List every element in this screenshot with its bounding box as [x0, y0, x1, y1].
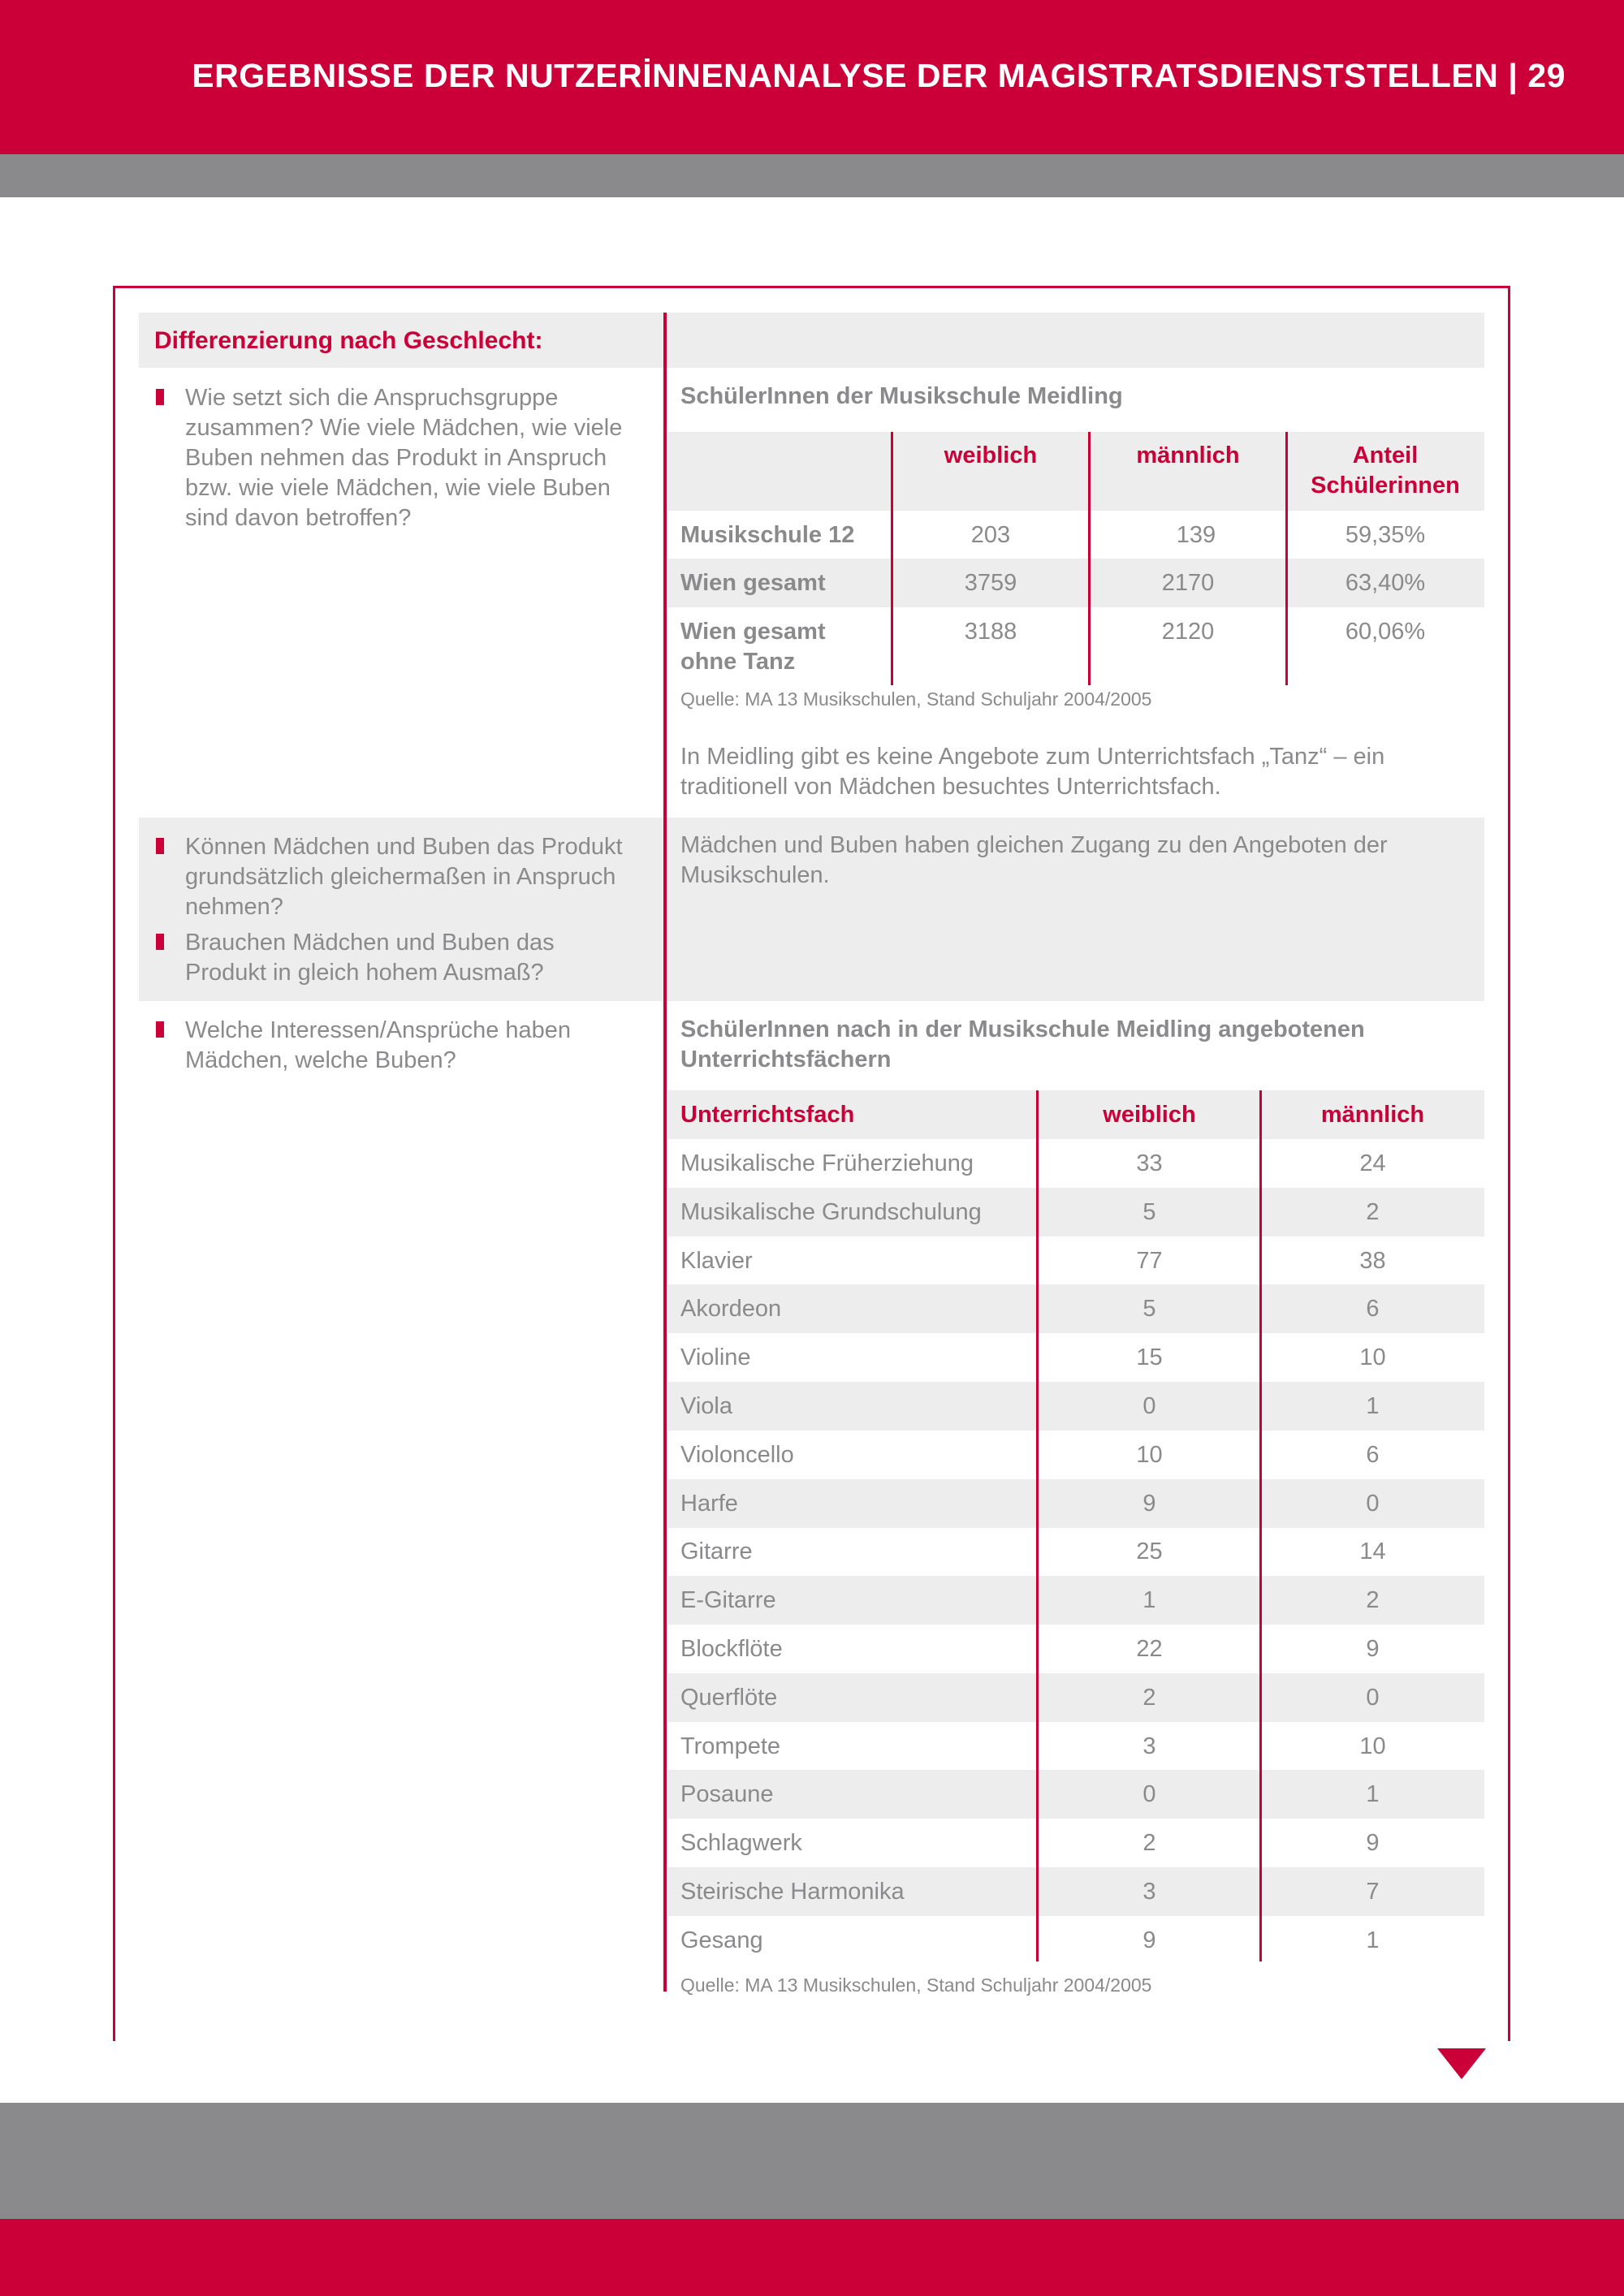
column-divider: [663, 313, 667, 1992]
table2-cell-fach: Klavier: [680, 1247, 753, 1274]
table2-cell-weiblich: 15: [1136, 1344, 1163, 1371]
table2-cell-maennlich: 24: [1359, 1150, 1386, 1176]
table2-cell-weiblich: 2: [1142, 1830, 1156, 1857]
table2-cell-maennlich: 1: [1366, 1927, 1380, 1953]
table2-cell-weiblich: 25: [1136, 1539, 1163, 1565]
table2-cell-weiblich: 5: [1142, 1198, 1156, 1225]
page-header: [192, 57, 1566, 95]
table2-cell-maennlich: 10: [1359, 1733, 1386, 1759]
table-row: [668, 1770, 1484, 1819]
table2-cell-maennlich: 14: [1359, 1539, 1386, 1565]
table2-cell-fach: Musikalische Grundschulung: [680, 1198, 982, 1225]
table-row: [668, 1479, 1484, 1528]
table1-row-label: Wien gesamt: [680, 570, 826, 596]
table2-cell-fach: Steirische Harmonika: [680, 1879, 905, 1905]
table2-cell-weiblich: 9: [1142, 1490, 1156, 1517]
table2-cell-weiblich: 2: [1142, 1684, 1156, 1711]
table2-cell-maennlich: 6: [1366, 1296, 1380, 1323]
table-row: [668, 1576, 1484, 1625]
table2-cell-fach: Querflöte: [680, 1684, 778, 1711]
table2-header-fach: Unterrichtsfach: [680, 1102, 855, 1128]
table2-cell-maennlich: 9: [1366, 1636, 1380, 1662]
table1-cell-maennlich: 2120: [1161, 619, 1215, 645]
question-equal-need: Brauchen Mädchen und Buben das Produkt in gleich hohem Ausmaß?: [154, 928, 625, 988]
table2-cell-fach: Violoncello: [680, 1441, 794, 1468]
table-row: [668, 1819, 1484, 1867]
table-row: [668, 1139, 1484, 1188]
header-title: ERGEBNISSE DER NUTZERİNNENANALYSE DER MAGISTRATSDIENSTSTELLEN: [192, 57, 1499, 94]
table1-cell-anteil: 63,40%: [1345, 570, 1426, 596]
table2-cell-fach: Violine: [680, 1344, 751, 1371]
table1-header-maennlich: männlich: [1136, 442, 1240, 468]
table-row: [668, 1284, 1484, 1333]
table2-cell-maennlich: 2: [1366, 1587, 1380, 1614]
table-row: [668, 1722, 1484, 1771]
table2-cell-maennlich: 38: [1359, 1247, 1386, 1274]
table-row: [668, 1673, 1484, 1722]
section-title: Differenzierung nach Geschlecht:: [154, 327, 543, 354]
footer-grey-bar: [0, 2103, 1624, 2219]
table1-cell-weiblich: 3759: [964, 570, 1017, 596]
table-row: [668, 1382, 1484, 1431]
table2-cell-fach: Musikalische Früherziehung: [680, 1150, 974, 1176]
header-band: [0, 0, 1624, 154]
table1-title: SchülerInnen der Musikschule Meidling: [680, 383, 1123, 409]
continue-arrow-icon: [1437, 2048, 1486, 2079]
table1-cell-maennlich: 2170: [1161, 570, 1215, 596]
note-tanz: In Meidling gibt es keine Angebote zum Unterrichtsfach „Tanz“ – ein traditionell von Mädchen besuchtes Unterrichtsfach.: [680, 744, 1385, 800]
table2-cell-fach: Gitarre: [680, 1539, 753, 1565]
table2-cell-maennlich: 0: [1366, 1490, 1380, 1517]
table2-cell-maennlich: 1: [1366, 1393, 1380, 1419]
table2-cell-maennlich: 10: [1359, 1344, 1386, 1371]
table-row: [668, 1916, 1484, 1965]
table2-cell-fach: Blockflöte: [680, 1636, 783, 1662]
table2-cell-maennlich: 9: [1366, 1830, 1380, 1857]
table2-cell-maennlich: 2: [1366, 1198, 1380, 1225]
table1-header-anteil: Anteil Schülerinnen: [1311, 442, 1460, 498]
table2-cell-fach: Akordeon: [680, 1296, 782, 1323]
table2-cell-weiblich: 10: [1136, 1441, 1163, 1468]
table1-header-weiblich: weiblich: [944, 442, 1038, 468]
footer-red-bar: [0, 2219, 1624, 2296]
table-row: [668, 1527, 1484, 1576]
table2-cell-weiblich: 1: [1142, 1587, 1156, 1614]
table1-cell-anteil: 59,35%: [1345, 522, 1426, 548]
table2-cell-weiblich: 0: [1142, 1781, 1156, 1808]
table-row: [668, 1236, 1484, 1285]
table2-col-divider: [1036, 1090, 1039, 1962]
table2-source: Quelle: MA 13 Musikschulen, Stand Schuljahr 2004/2005: [680, 1974, 1152, 1996]
table2-cell-weiblich: 3: [1142, 1733, 1156, 1759]
table-row: [668, 1625, 1484, 1673]
table2-cell-maennlich: 1: [1366, 1781, 1380, 1808]
table1-cell-maennlich: 139: [1176, 522, 1216, 548]
table1-cell-weiblich: 3188: [964, 619, 1017, 645]
table2-cell-fach: Gesang: [680, 1927, 763, 1953]
question-equal-access: Können Mädchen und Buben das Produkt grundsätzlich gleichermaßen in Anspruch nehmen?: [154, 832, 625, 922]
table1-cell-weiblich: 203: [970, 522, 1011, 548]
table2-cell-fach: E-Gitarre: [680, 1587, 776, 1614]
table2-header-row: [668, 1090, 1484, 1139]
header-separator: |: [1508, 57, 1518, 94]
table2-cell-fach: Schlagwerk: [680, 1830, 802, 1857]
table-row: [668, 1431, 1484, 1479]
table1-row-label: Wien gesamt ohne Tanz: [680, 619, 826, 675]
table1-source: Quelle: MA 13 Musikschulen, Stand Schuljahr 2004/2005: [680, 688, 1152, 710]
table2-cell-fach: Harfe: [680, 1490, 738, 1517]
table2-cell-maennlich: 0: [1366, 1684, 1380, 1711]
table2-cell-maennlich: 6: [1366, 1441, 1380, 1468]
table2-cell-weiblich: 33: [1136, 1150, 1163, 1176]
table2-cell-weiblich: 9: [1142, 1927, 1156, 1953]
table2-cell-fach: Viola: [680, 1393, 732, 1419]
table2-cell-weiblich: 3: [1142, 1879, 1156, 1905]
table1-row-label: Musikschule 12: [680, 522, 855, 548]
table-row: [668, 1867, 1484, 1916]
table2-cell-weiblich: 22: [1136, 1636, 1163, 1662]
table2-cell-maennlich: 7: [1366, 1879, 1380, 1905]
question-interests: Welche Interessen/Ansprüche haben Mädchen, welche Buben?: [154, 1016, 625, 1076]
table2-title: SchülerInnen nach in der Musikschule Meidling angebotenen Unterrichtsfächern: [680, 1016, 1365, 1072]
table2-col-divider: [1259, 1090, 1262, 1962]
table2-header-maennlich: männlich: [1320, 1102, 1425, 1128]
table2-cell-fach: Trompete: [680, 1733, 781, 1759]
question-composition: Wie setzt sich die Anspruchsgruppe zusammen? Wie viele Mädchen, wie viele Buben nehmen das Produkt in Anspruch bzw. wie viele Mädchen, wie viele Buben sind davon betroffen?: [154, 383, 625, 533]
header-grey-bar: [0, 154, 1624, 197]
table2-cell-weiblich: 5: [1142, 1296, 1156, 1323]
table2-cell-fach: Posaune: [680, 1781, 774, 1808]
page-number: 29: [1527, 57, 1566, 94]
table2-header-weiblich: weiblich: [1103, 1102, 1196, 1128]
answer-equal-access: Mädchen und Buben haben gleichen Zugang zu den Angeboten der Musikschulen.: [680, 832, 1388, 888]
table-row: [668, 1333, 1484, 1382]
table2-cell-weiblich: 77: [1136, 1247, 1163, 1274]
table2-cell-weiblich: 0: [1142, 1393, 1156, 1419]
table-row: [668, 1188, 1484, 1236]
table1-cell-anteil: 60,06%: [1345, 619, 1426, 645]
